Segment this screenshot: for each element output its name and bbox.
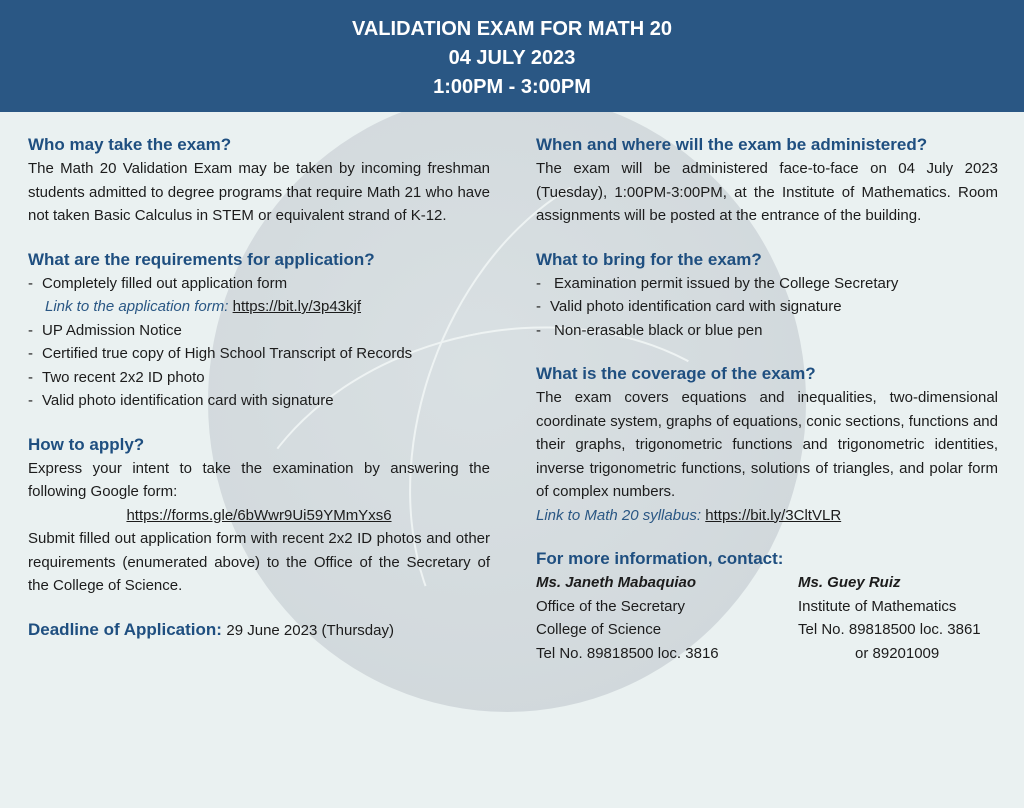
contact-card	[536, 571, 798, 665]
application-form-link-row	[28, 295, 490, 319]
when-body: The exam will be administered face-to-face on 04 July 2023 (Tuesday), 1:00PM-3:00PM, at the Institute of Mathematics. Room assignments will be posted at the entrance of the building.	[536, 160, 998, 224]
who-heading: Who may take the exam?	[28, 135, 232, 154]
bring-section	[536, 248, 998, 343]
who-section	[28, 133, 490, 228]
bring-list	[536, 272, 998, 343]
link-label: Link to the application form:	[45, 298, 229, 315]
exam-date: 04 JULY 2023	[448, 47, 576, 69]
apply-submit-text: Submit filled out application form with recent 2x2 ID photos and other requirements (enumerated above) to the Office of the Secretary of the College of Science.	[28, 530, 490, 594]
list-item: - Completely filled out application form	[28, 274, 288, 292]
who-body: The Math 20 Validation Exam may be taken by incoming freshman students admitted to degree programs that require Math 21 who have not taken Basic Calculus in STEM or equivalent strand of K-12.	[28, 160, 490, 224]
contact-heading: For more information, contact:	[536, 549, 784, 568]
list-item: - Valid photo identification card with signature	[536, 298, 842, 315]
deadline	[28, 618, 490, 643]
requirements-list-more	[28, 319, 490, 413]
google-form-link[interactable]: https://forms.gle/6bWwr9Ui59YMmYxs6	[126, 506, 392, 524]
exam-time: 1:00PM - 3:00PM	[433, 76, 591, 98]
right-column	[536, 133, 998, 665]
list-item: - Examination permit issued by the College Secretary	[536, 274, 899, 292]
list-item: - UP Admission Notice	[28, 321, 182, 339]
contact-phone: Tel No. 89818500 loc. 3861	[798, 621, 981, 638]
requirements-list	[28, 272, 490, 296]
application-form-link[interactable]: https://bit.ly/3p43kjf	[232, 298, 362, 315]
left-column	[28, 133, 490, 643]
apply-body: Express your intent to take the examination by answering the following Google form:	[28, 459, 490, 500]
coverage-heading: What is the coverage of the exam?	[536, 364, 816, 383]
requirements-section	[28, 248, 490, 413]
coverage-body: The exam covers equations and inequalities, two-dimensional coordinate system, graphs of equations, conic sections, functions and their graphs, trigonometric functions and trigonometric identities, inverse trigonometric functions, solutions of triangles, and polar form of complex numbers.	[536, 389, 998, 500]
list-item: - Certified true copy of High School Transcript of Records	[28, 345, 413, 362]
list-item: - Valid photo identification card with signature	[28, 392, 334, 409]
list-item: - Non-erasable black or blue pen	[536, 321, 763, 339]
syllabus-link[interactable]: https://bit.ly/3CltVLR	[705, 506, 842, 524]
syllabus-link-label: Link to Math 20 syllabus:	[536, 506, 702, 524]
deadline-label: Deadline of Application:	[28, 619, 222, 639]
contact-name: Ms. Janeth Mabaquiao	[536, 574, 697, 591]
bring-heading: What to bring for the exam?	[536, 249, 762, 269]
exam-title: VALIDATION EXAM FOR MATH 20	[352, 18, 672, 40]
apply-heading: How to apply?	[28, 434, 145, 454]
list-item: - Two recent 2x2 ID photo	[28, 368, 205, 386]
title-banner	[0, 0, 1024, 112]
contact-card	[798, 571, 981, 665]
when-section	[536, 133, 998, 228]
contact-name: Ms. Guey Ruiz	[798, 574, 901, 591]
coverage-section	[536, 362, 998, 527]
contact-college: College of Science	[536, 621, 662, 638]
contact-phone: Tel No. 89818500 loc. 3816	[536, 644, 719, 662]
apply-section	[28, 433, 490, 598]
deadline-value: 29 June 2023 (Thursday)	[226, 621, 394, 639]
contact-office: Institute of Mathematics	[798, 597, 957, 615]
contact-section	[536, 547, 998, 665]
when-heading: When and where will the exam be administered?	[536, 135, 928, 154]
contact-office: Office of the Secretary	[536, 597, 685, 615]
contact-phone-alt: or 89201009	[855, 644, 940, 662]
requirements-heading: What are the requirements for application?	[28, 249, 375, 269]
